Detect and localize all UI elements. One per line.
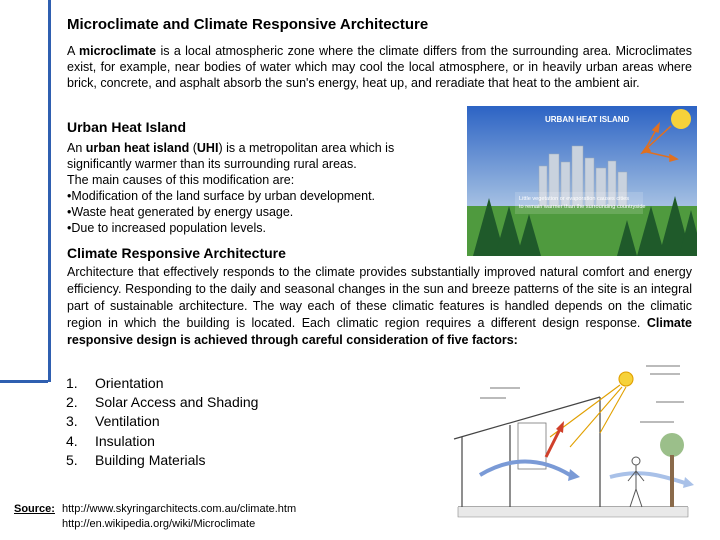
uhi-text: An xyxy=(67,141,86,155)
source-urls xyxy=(62,502,296,532)
uhi-text: ) is a metropolitan area which is significantly warmer than its surrounding rural areas. xyxy=(67,141,395,171)
factors-list xyxy=(66,374,258,470)
uhi-image-label: URBAN HEAT ISLAND xyxy=(545,115,630,124)
crd-heading: Climate Responsive Architecture xyxy=(67,245,286,261)
causes-intro: The main causes of this modification are: xyxy=(67,173,295,187)
accent-rule-vertical xyxy=(48,0,51,382)
crd-bold-text: Climate responsive design is achieved through careful consideration of five factors: xyxy=(67,316,692,347)
uhi-definition xyxy=(67,140,447,172)
microclimate-paragraph xyxy=(67,43,692,91)
source-link[interactable]: http://en.wikipedia.org/wiki/Microclimate xyxy=(62,518,256,530)
cause-item: •Due to increased population levels. xyxy=(67,221,266,235)
factor-number: 3. xyxy=(66,413,78,430)
uhi-caption-line2: to remain warmer than the surrounding countryside xyxy=(519,204,646,210)
foundation xyxy=(458,507,688,517)
urban-heat-island-image xyxy=(467,106,697,256)
climate-design-diagram xyxy=(450,357,695,530)
factor-label: Building Materials xyxy=(95,451,206,468)
uhi-text: ( xyxy=(189,141,197,155)
source-label: Source: xyxy=(14,503,55,515)
crd-text: Architecture that effectively responds to the climate provides substantially improved natural comfort and energy efficiency. Responding to the daily and seasonal changes in the sun and breeze patterns of the site is an integral part of sustainable architecture. The way each of these climatic features is handled depends on the climatic region in which the building is located. Each climatic region requires a different design response. xyxy=(67,265,692,330)
uhi-abbr: UHI xyxy=(196,141,219,155)
factor-label: Ventilation xyxy=(95,413,160,430)
factor-label: Solar Access and Shading xyxy=(95,394,259,411)
uhi-caption-line1: Little vegetation or evaporation causes cities xyxy=(519,196,630,202)
factor-number: 2. xyxy=(66,394,78,411)
cause-item: •Modification of the land surface by urban development. xyxy=(67,189,376,203)
cause-item: •Waste heat generated by energy usage. xyxy=(67,205,294,219)
accent-rule-horizontal xyxy=(0,380,48,383)
factor-number: 5. xyxy=(66,451,78,468)
factor-label: Orientation xyxy=(95,375,164,391)
uhi-term: urban heat island xyxy=(85,141,190,155)
factor-number: 4. xyxy=(66,432,78,449)
factor-item xyxy=(66,374,258,393)
intro-text: A xyxy=(67,44,79,58)
uhi-paragraph xyxy=(67,140,447,236)
factor-item xyxy=(66,412,258,431)
factor-item xyxy=(66,432,258,451)
microclimate-term: microclimate xyxy=(79,44,157,58)
uhi-heading: Urban Heat Island xyxy=(67,119,187,135)
page-title: Microclimate and Climate Responsive Architecture xyxy=(67,16,429,33)
factor-item xyxy=(66,451,258,470)
factor-item xyxy=(66,393,258,412)
source-block xyxy=(14,502,297,530)
crd-paragraph xyxy=(67,264,692,349)
intro-text: is a local atmospheric zone where the climate differs from the surrounding area. Microclimates exist, for example, near bodies of water which may cool the local atmosphere, or in heavily urban areas where brick, concrete, and asphalt absorb the sun's energy, heat up, and reradiate that heat to the ambient air. xyxy=(67,44,692,90)
sun-icon xyxy=(671,109,691,129)
factor-label: Insulation xyxy=(95,432,155,449)
source-link[interactable]: http://www.skyringarchitects.com.au/climate.htm xyxy=(62,503,297,515)
factor-number: 1. xyxy=(66,375,78,391)
